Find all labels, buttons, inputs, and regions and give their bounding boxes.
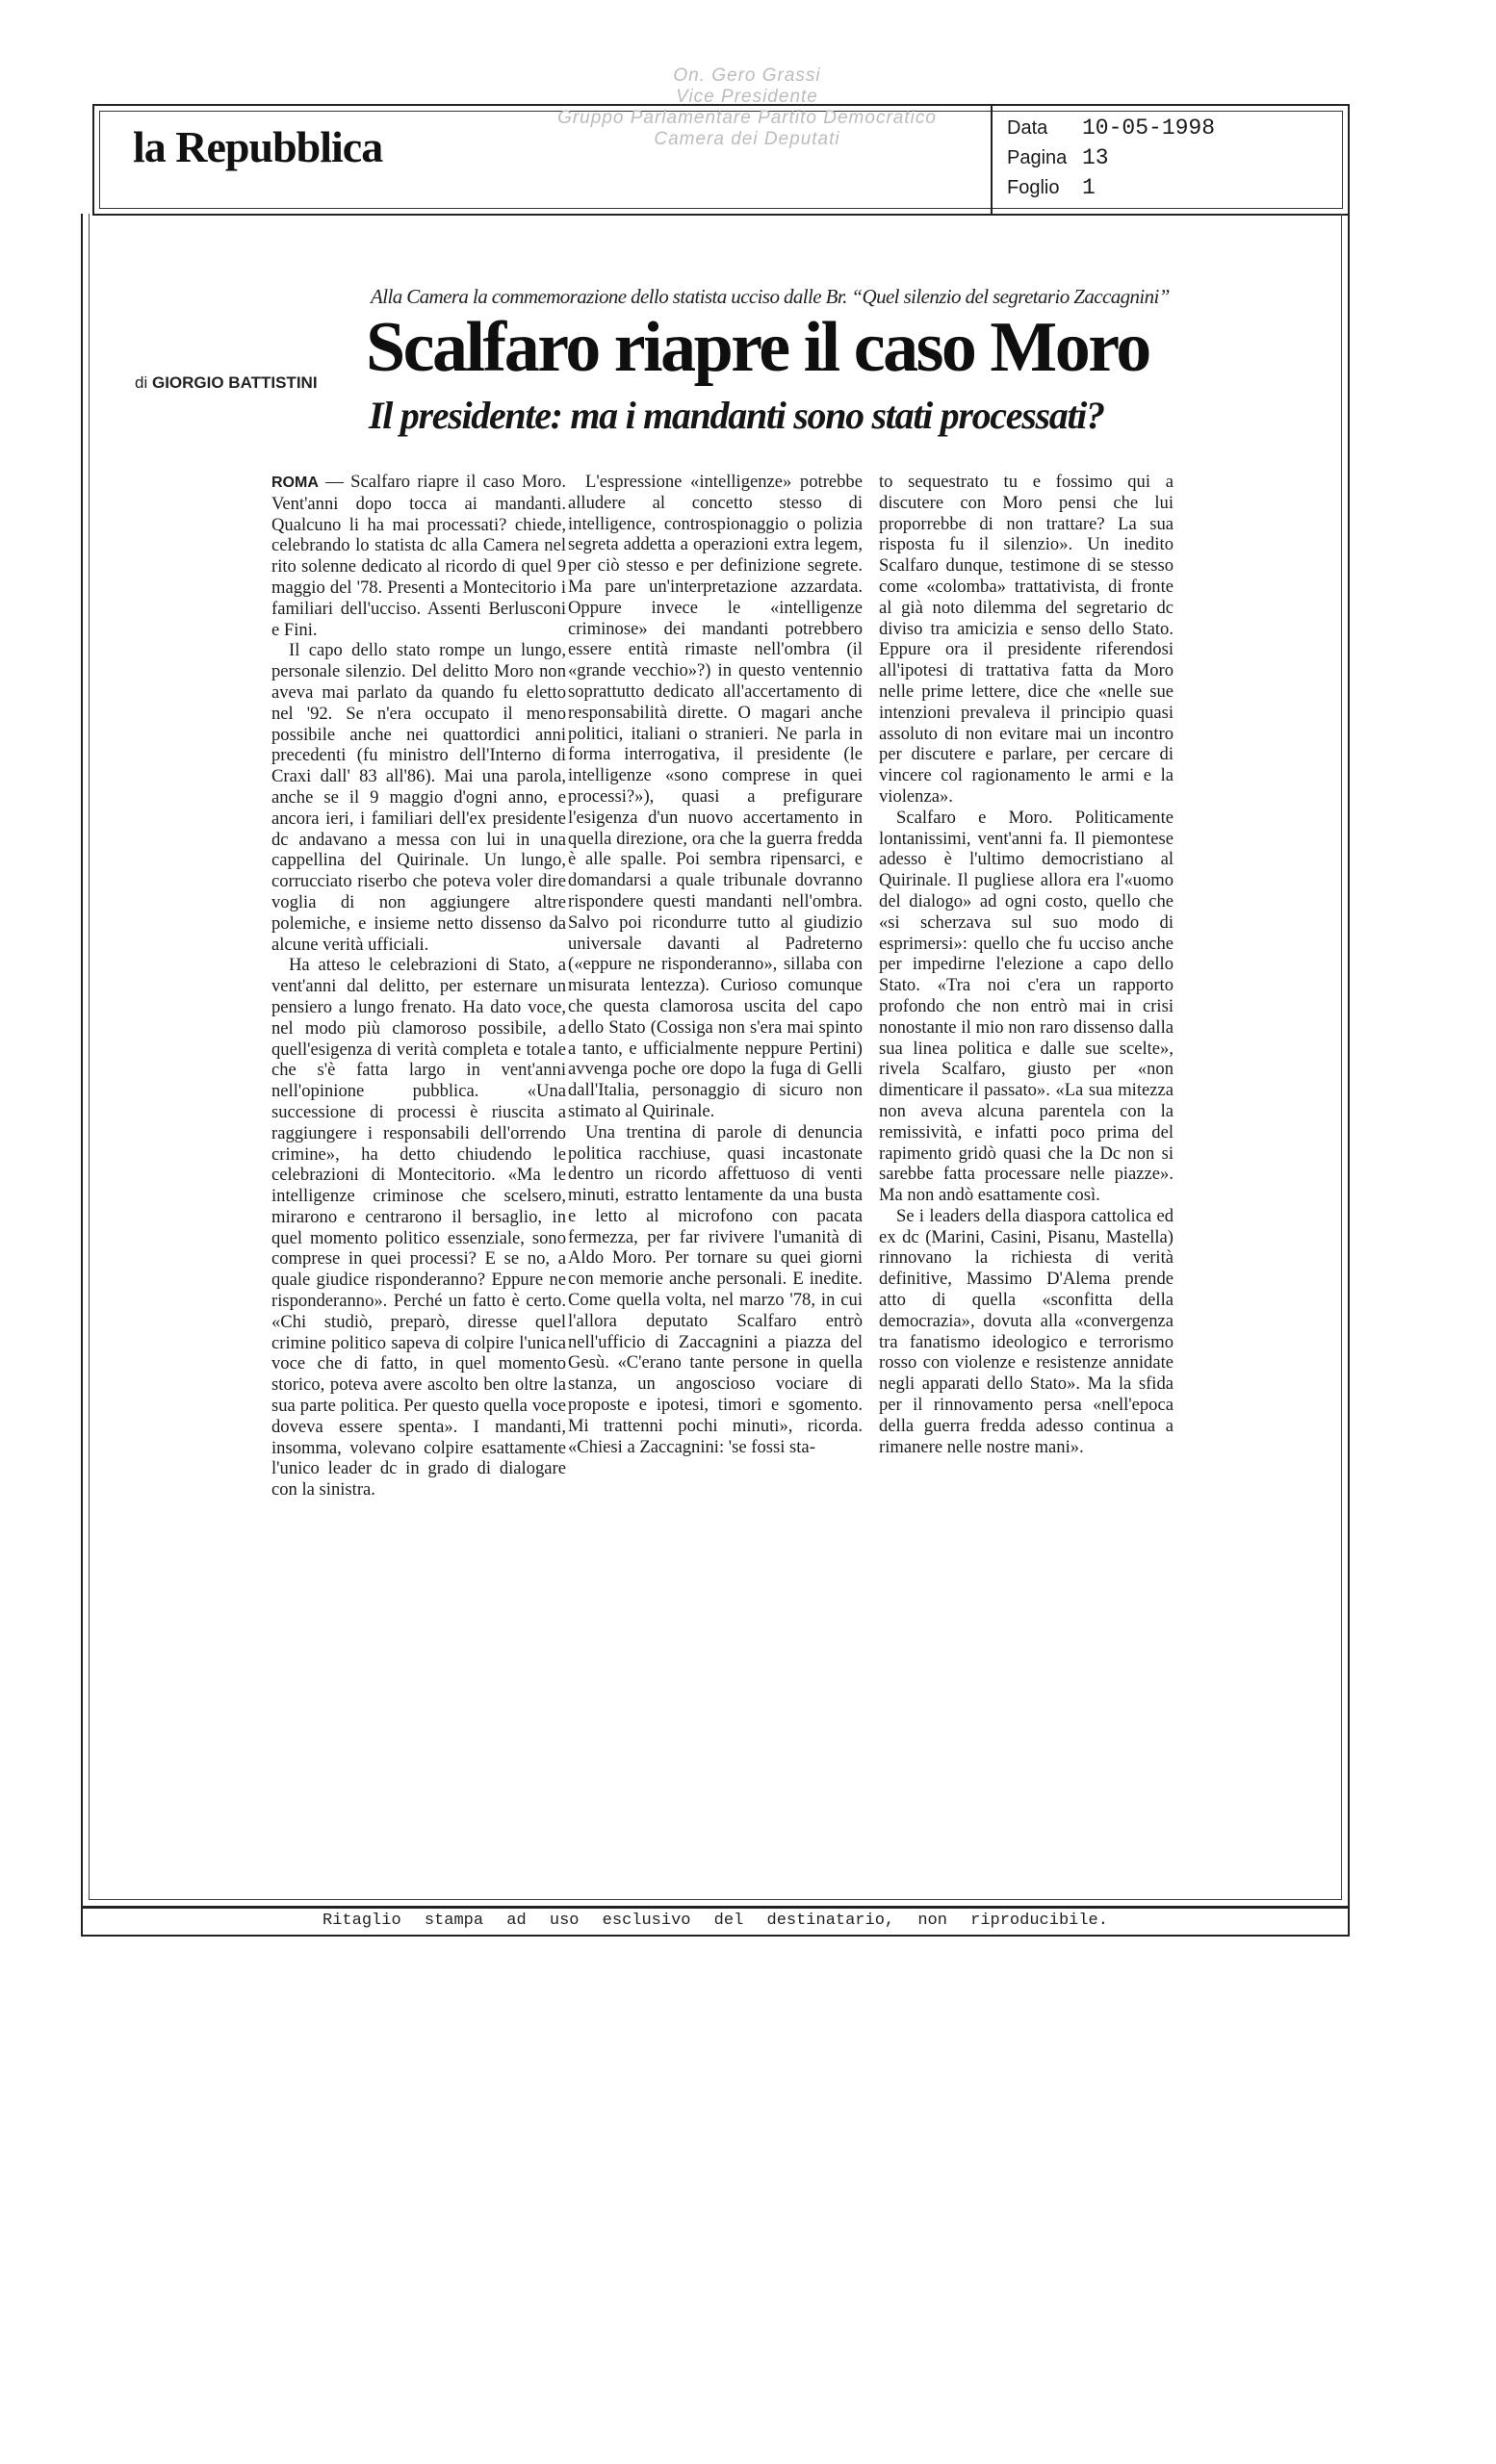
byline-author: GIORGIO BATTISTINI [151,373,318,392]
meta-foglio-label: Foglio [1007,177,1060,198]
paragraph: Il capo dello stato rompe un lungo, personale silenzio. Del delitto Moro non aveva mai parlato da quando fu eletto nel '92. Se n'era occupato il meno possibile anche nei quattordici anni precedenti (fu ministro dell'Interno di Craxi dall' 83 all'86). Mai una parola, anche se il 9 maggio d'ogni anno, e ancora ieri, i familiari dell'ex presidente dc andavano a messa con lui in una cappellina del Quirinale. Un lungo, corrucciato riserbo che poteva voler dire voglia di non aggiungere altre polemiche, e insieme netto dissenso da alcune verità ufficiali. [271,640,566,955]
clipping-footer: Ritaglio stampa ad uso esclusivo del destinatario, non riproducibile. [81,1908,1350,1937]
article-column-2 [568,472,863,1457]
meta-foglio-value: 1 [1082,175,1096,200]
stamp-line: Vice Presidente [676,87,818,107]
paragraph: L'espressione «intelligenze» potrebbe alludere al concetto stesso di intelligence, controspionaggio o polizia segreta addetta a operazioni extra legem, per ciò stesso e per definizione segrete. Ma pare un'interpretazione azzardata. Oppure invece le «intelligenze criminose» dei mandanti potrebbero essere entità rimaste nell'ombra (il «grande vecchio»?) in questo ventennio soprattutto dedicato all'accertamento di responsabilità dirette. O magari anche politici, italiani o stranieri. Ne parla in forma interrogativa, il presidente (le intelligenze «sono comprese in quei processi?»), quasi a prefigurare l'esigenza d'un nuovo accertamento in quella direzione, ora che la guerra fredda è alle spalle. Poi sembra ripensarci, e domandarsi a quale tribunale dovranno rispondere questi mandanti nell'ombra. Salvo poi ricondurre tutto al giudizio universale davanti al Padreterno («eppure ne risponderanno», sillaba con misurata lentezza). Curioso comunque che questa clamorosa uscita del capo dello Stato (Cossiga non s'era mai spinto a tanto, e ufficialmente neppure Pertini) avvenga poche ore dopo la fuga di Gelli dall'Italia, personaggio di sicuro non stimato al Quirinale. [568,472,863,1121]
paragraph [271,472,566,640]
newspaper-masthead: la Repubblica [133,122,383,171]
meta-data-row [1007,114,1215,143]
meta-data-label: Data [1007,117,1048,139]
paragraph: Se i leaders della diaspora cattolica ed ex dc (Marini, Casini, Pisanu, Mastella) rinnovano la richiesta di verità definitive, Massimo D'Alema prende atto di quella «sconfitta della democrazia», dovuta alla «convergenza tra fanatismo ideologico e terrorismo rosso con violenze e resistenze annidate negli apparati dello Stato». Ma la sfida per il rinnovamento persa «nell'epoca della guerra fredda adesso continua a rimanere nelle nostre mani». [879,1205,1174,1457]
byline-prefix: di [135,373,148,392]
stamp-line: Camera dei Deputati [654,129,840,149]
paragraph: Ha atteso le celebrazioni di Stato, a vent'anni dal delitto, per esternare un pensiero a lungo frenato. Ha dato voce, nel modo più clamoroso possibile, a quell'esigenza di verità completa e totale che s'è fatta largo in vent'anni nell'opinione pubblica. «Una successione di processi è riuscita a raggiungere i responsabili dell'orrendo crimine», ha detto chiudendo le celebrazioni di Montecitorio. «Ma le intelligenze criminose che scelsero, mirarono e centrarono il bersaglio, in quel momento politico essenziale, sono comprese in quei processi? E se no, a quale giudice risponderanno? Eppure ne risponderanno». Perché un fatto è certo. «Chi studiò, preparò, diresse quel crimine politico sapeva di colpire l'unica voce che di fatto, in quel momento storico, poteva avere ascolto ben oltre la sua parte politica. Per questo quella voce doveva essere spenta». I mandanti, insomma, volevano colpire esattamente l'unico leader dc in grado di dialogare con la sinistra. [271,955,566,1501]
meta-foglio-row [1007,173,1215,203]
stamp-line: On. Gero Grassi [673,65,821,86]
clipping-metadata [1007,114,1215,203]
paragraph: Scalfaro e Moro. Politicamente lontanissimi, vent'anni fa. Il piemontese adesso è l'ultimo democristiano al Quirinale. Il pugliese allora era l'«uomo del dialogo» ad ogni costo, quello che «si scherzava sul suo modo di esprimersi»: quello che fu ucciso anche per impedirne l'elezione a capo dello Stato. «Tra noi c'era un rapporto profondo che non entrò mai in crisi nonostante il mio non raro dissenso dalla sua linea politica e dalle sue scelte», rivela Scalfaro, giusto per «non dimenticare il passato». «La sua mitezza non aveva alcuna parentela con la remissività, e infatti poco prima del rapimento gridò quasi che la Dc non si sarebbe fatta processare nelle piazze». Ma non andò esattamente così. [879,807,1174,1206]
article-column-3 [879,472,1174,1457]
meta-data-value: 10-05-1998 [1082,116,1216,141]
paragraph-text: — Scalfaro riapre il caso Moro. Vent'anni dopo tocca ai mandanti. Qualcuno li ha mai processati? chiede, celebrando lo statista dc alla Camera nel rito solenne dedicato al ricordo di quel 9 maggio del '78. Presenti a Montecitorio i familiari dell'ucciso. Assenti Berlusconi e Fini. [271,472,566,640]
article-column-1 [271,472,566,1501]
article-subheadline: Il presidente: ma i mandanti sono stati processati? [369,394,1104,437]
article-kicker: Alla Camera la commemorazione dello statista ucciso dalle Br. “Quel silenzio del segretario Zaccagnini” [371,285,1170,308]
meta-pagina-value: 13 [1082,145,1109,170]
dateline: ROMA [271,475,319,491]
paragraph: to sequestrato tu e fossimo qui a discutere con Moro pensi che lui proporrebbe di non trattare? La sua risposta fu il silenzio». Un inedito Scalfaro dunque, testimone di se stesso come «colomba» trattativista, di fronte al già noto dilemma del segretario dc diviso tra amicizia e senso dello Stato. Eppure ora il presidente riferendosi all'ipotesi di trattativa fatta da Moro nelle prime lettere, dice che «nelle sue intenzioni prevaleva il principio quasi assoluto di non evitare mai un incontro per discutere e parlare, per cercare di vincere col ragionamento le armi e la violenza». [879,472,1174,807]
article-byline [135,373,318,393]
stamp-line: Gruppo Parlamentare Partito Democratico [557,108,937,128]
parliament-stamp [497,65,997,150]
article-headline: Scalfaro riapre il caso Moro [366,308,1149,387]
paragraph: Una trentina di parole di denuncia politica racchiuse, quasi incastonate dentro un ricordo affettuoso di venti minuti, estratto lentamente da una busta e letto al microfono con pacata fermezza, per far rivivere l'umanità di Aldo Moro. Per tornare su quei giorni con memorie anche personali. E inedite. Come quella volta, nel marzo '78, in cui l'allora deputato Scalfaro entrò nell'ufficio di Zaccagnini a piazza del Gesù. «C'erano tante persone in quella stanza, un angoscioso vociare di proposte e ipotesi, timori e sgomento. Mi trattenni pochi minuti», ricorda. «Chiesi a Zaccagnini: 'se fossi sta- [568,1121,863,1457]
meta-pagina-label: Pagina [1007,147,1068,168]
meta-pagina-row [1007,143,1215,173]
